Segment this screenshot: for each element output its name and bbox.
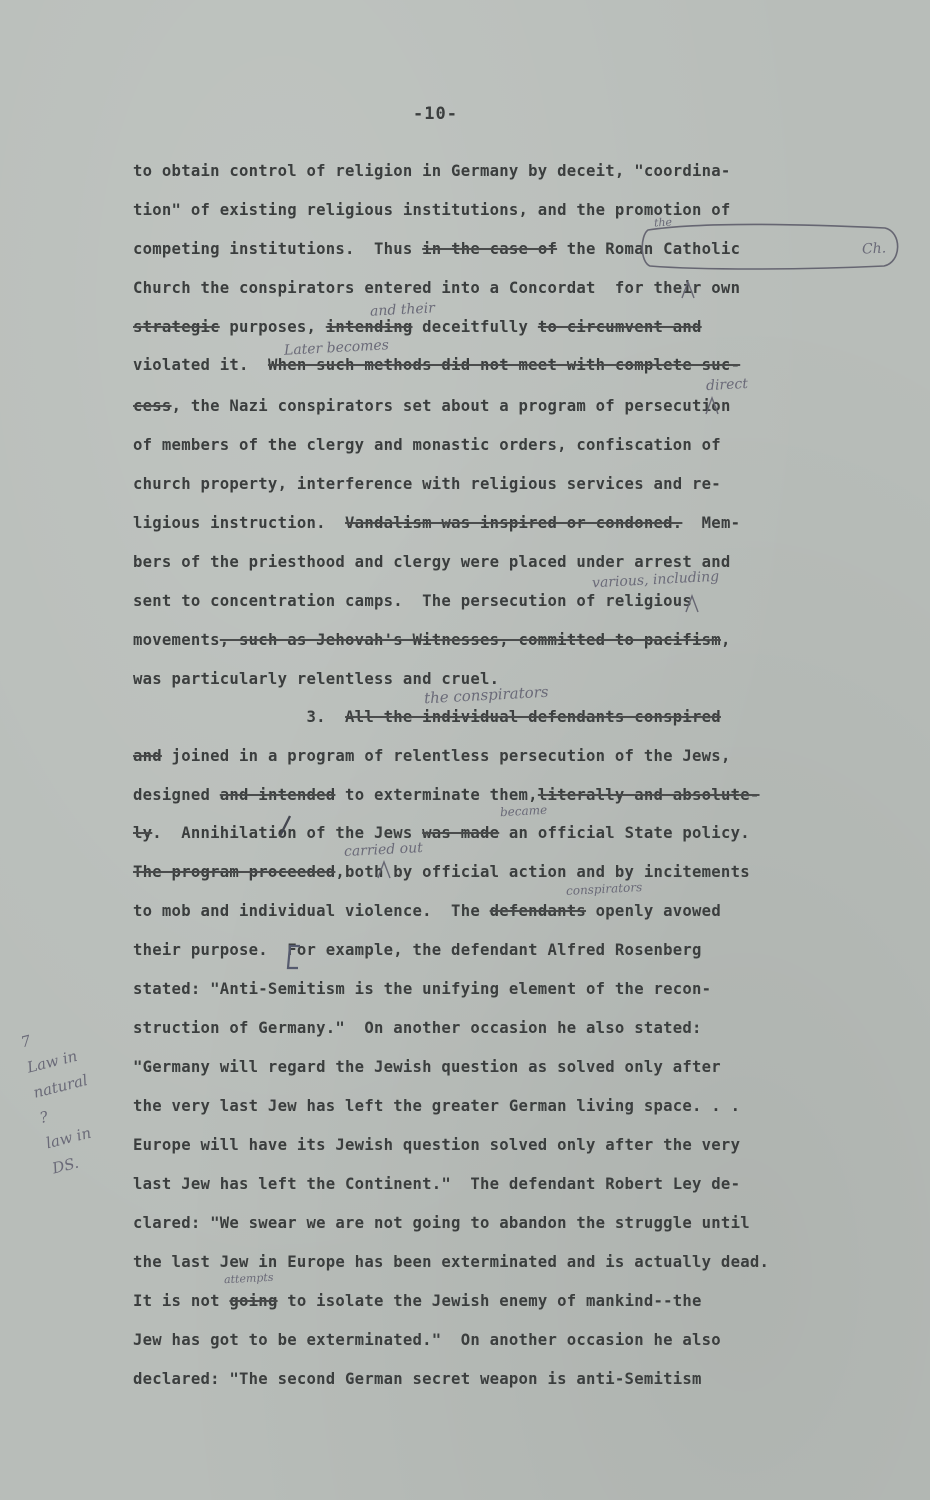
text-line — [133, 1097, 740, 1115]
line-text: openly avowed — [586, 902, 721, 920]
text-line — [133, 747, 731, 765]
text-line — [133, 786, 760, 804]
handwritten-conspirators: conspirators — [565, 880, 643, 898]
line-text: ligious instruction. — [133, 514, 346, 532]
line-text: joined in a program of relentless persecution of the Jews, — [161, 747, 731, 765]
line-text: to isolate the Jewish enemy of mankind--the — [277, 1292, 702, 1310]
text-line — [133, 1019, 702, 1037]
text-line — [133, 980, 711, 998]
handwritten-later-became: Later becomes — [283, 337, 390, 359]
text-line — [133, 1253, 769, 1271]
struck-text: All the individual defendants conspired — [345, 708, 721, 726]
struck-text: was made — [422, 824, 500, 842]
text-line — [133, 1136, 740, 1154]
line-text: of members of the clergy and monastic orders, confiscation of — [133, 436, 721, 454]
struck-text: strategic — [133, 318, 220, 336]
line-text: struction of Germany." On another occasion he also stated: — [133, 1019, 702, 1037]
text-line — [133, 592, 692, 610]
line-text: was particularly relentless and cruel. — [133, 670, 500, 688]
text-line — [133, 631, 731, 649]
text-line — [133, 902, 721, 920]
line-text: stated: "Anti-Semitism is the unifying element of the recon- — [133, 980, 712, 998]
line-text: Jew has got to be exterminated." On another occasion he also — [133, 1331, 721, 1349]
line-text: the Roman Catholic — [557, 240, 741, 258]
line-text: Europe will have its Jewish question solved only after the very — [133, 1136, 741, 1154]
struck-text: to circumvent and — [537, 318, 702, 336]
text-line — [133, 514, 740, 532]
text-line — [133, 318, 702, 336]
text-line — [133, 670, 499, 688]
struck-text: The program proceeded — [133, 863, 336, 881]
text-line — [133, 1175, 740, 1193]
struck-text: and intended — [219, 786, 336, 804]
text-line — [133, 553, 731, 571]
line-text: to exterminate them, — [335, 786, 538, 804]
text-line — [133, 941, 702, 959]
text-line — [133, 201, 731, 219]
handwritten-attempts: attempts — [223, 1270, 274, 1287]
handwritten-direct: direct — [705, 375, 749, 395]
line-text: . Annihilation of the Jews — [152, 824, 423, 842]
handwritten-the: the — [653, 215, 673, 230]
line-text: an official State policy. — [499, 824, 750, 842]
text-line — [133, 1292, 702, 1310]
line-text: designed — [133, 786, 220, 804]
line-text: to obtain control of religion in Germany by deceit, "coordina- — [133, 162, 731, 180]
line-text: Church the conspirators entered into a Concordat for their own — [133, 279, 741, 297]
line-text: purposes, — [219, 318, 326, 336]
line-text: the very last Jew has left the greater German living space. . . — [133, 1097, 741, 1115]
line-text: Mem- — [682, 514, 741, 532]
line-text: to mob and individual violence. The — [133, 902, 490, 920]
struck-text: ly — [133, 824, 153, 842]
handwritten-carried-out: carried out — [343, 839, 424, 861]
line-text: tion" of existing religious institutions, and the promotion of — [133, 201, 731, 219]
text-line — [133, 1058, 721, 1076]
struck-text: defendants — [489, 902, 587, 920]
text-line — [133, 824, 750, 842]
line-text: church property, interference with religious services and re- — [133, 475, 721, 493]
line-text: , — [720, 631, 731, 649]
handwritten-the-conspirators: the conspirators — [423, 682, 549, 708]
line-text: 3. — [133, 708, 346, 726]
struck-text: intending — [325, 318, 413, 336]
text-line — [133, 1214, 750, 1232]
line-text: deceitfully — [412, 318, 538, 336]
handwritten-and-their: and their — [369, 300, 436, 320]
struck-text: and — [133, 747, 162, 765]
line-text: sent to concentration camps. The persecution of religious — [133, 592, 693, 610]
struck-text: going — [229, 1292, 278, 1310]
struck-text: literally and absolute- — [537, 786, 760, 804]
handwritten-became: became — [499, 802, 548, 820]
handwritten-margin-note: 7 Law in natural ? law in DS. — [18, 1031, 93, 1178]
line-text: the last Jew in Europe has been exterminated and is actually dead. — [133, 1253, 770, 1271]
text-line — [133, 1370, 702, 1388]
text-line — [133, 863, 750, 881]
struck-text: , such as Jehovah's Witnesses, committed to pacifism — [219, 631, 721, 649]
handwritten-various-including: various, including — [591, 568, 720, 592]
line-text: last Jew has left the Continent." The defendant Robert Ley de- — [133, 1175, 741, 1193]
line-text: clared: "We swear we are not going to abandon the struggle until — [133, 1214, 750, 1232]
text-line — [133, 397, 731, 415]
struck-text: in the case of — [422, 240, 558, 258]
handwritten-ch: Ch. — [861, 240, 887, 258]
line-text: "Germany will regard the Jewish question as solved only after — [133, 1058, 721, 1076]
line-text: ,both by official action and by incitements — [335, 863, 750, 881]
line-text: movements — [133, 631, 220, 649]
line-text: , the Nazi conspirators set about a program of persecution — [171, 397, 731, 415]
line-text: bers of the priesthood and clergy were placed under arrest and — [133, 553, 731, 571]
text-line — [133, 162, 731, 180]
line-text: violated it. — [133, 356, 268, 374]
text-line — [133, 279, 740, 297]
struck-text: cess — [133, 397, 172, 415]
line-text: declared: "The second German secret weapon is anti-Semitism — [133, 1370, 702, 1388]
page-number: -10- — [413, 104, 458, 124]
text-line — [133, 436, 721, 454]
struck-text: Vandalism was inspired or condoned. — [345, 514, 683, 532]
text-line — [133, 475, 721, 493]
struck-text: When such methods did not meet with complete suc- — [267, 356, 741, 374]
line-text: It is not — [133, 1292, 230, 1310]
text-line — [133, 356, 740, 374]
text-line — [133, 1331, 721, 1349]
text-line — [133, 240, 740, 258]
text-line — [133, 708, 721, 726]
line-text: their purpose. For example, the defendant Alfred Rosenberg — [133, 941, 702, 959]
line-text: competing institutions. Thus — [133, 240, 423, 258]
